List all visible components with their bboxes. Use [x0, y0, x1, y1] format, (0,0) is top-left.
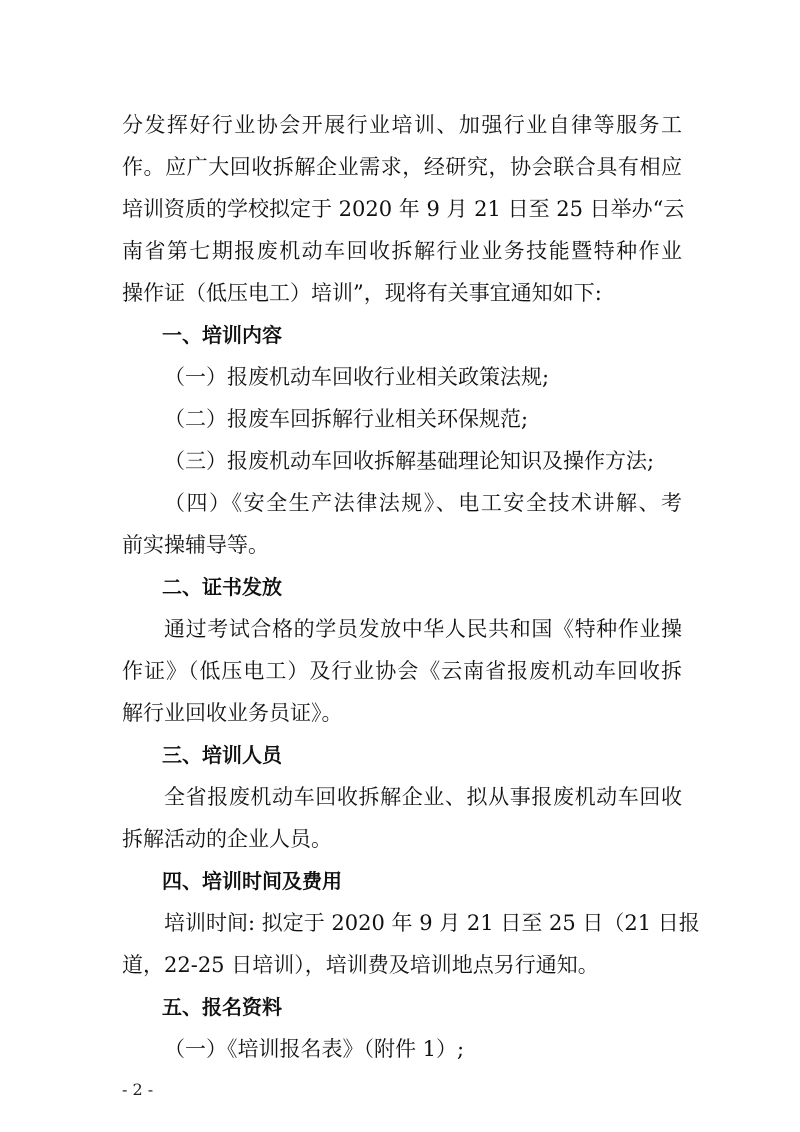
section-heading-training-content: 一、培训内容 [162, 323, 282, 347]
paragraph-line: 作证》（低压电工）及行业协会《云南省报废机动车回收拆 [122, 659, 682, 683]
time-fees-paragraph [122, 902, 700, 986]
intro-line: 操作证（低压电工）培训”，现将有关事宜通知如下: [122, 281, 602, 305]
intro-line: 培训资质的学校拟定于 2020 年 9 月 21 日至 25 日举办“云 [122, 197, 685, 221]
intro-paragraph [122, 104, 685, 314]
certificate-paragraph [122, 608, 682, 734]
paragraph-line: 拆解活动的企业人员。 [122, 827, 332, 851]
section-heading-certificate: 二、证书发放 [162, 575, 282, 599]
document-body [122, 104, 700, 1070]
list-item: （一）报废机动车回收行业相关政策法规; [164, 365, 550, 389]
paragraph-line: 解行业回收业务员证》。 [122, 701, 343, 725]
section-heading-trainees: 三、培训人员 [162, 743, 282, 767]
section-heading-time-and-fees: 四、培训时间及费用 [162, 869, 342, 893]
paragraph-line: 道，22-25 日培训），培训费及培训地点另行通知。 [122, 953, 599, 977]
intro-line: 南省第七期报废机动车回收拆解行业业务技能暨特种作业 [122, 239, 682, 263]
intro-line: 分发挥好行业协会开展行业培训、加强行业自律等服务工 [122, 113, 682, 137]
page-number: - 2 - [122, 1080, 154, 1099]
list-item [122, 482, 682, 566]
paragraph-line: 培训时间: 拟定于 2020 年 9 月 21 日至 25 日（21 日报 [164, 911, 700, 935]
list-item: （二）报废车回拆解行业相关环保规范; [164, 407, 529, 431]
section-heading-registration: 五、报名资料 [162, 995, 282, 1019]
intro-line: 作。应广大回收拆解企业需求，经研究，协会联合具有相应 [122, 155, 682, 179]
list-item: （一）《培训报名表》（附件 1）; [164, 1037, 465, 1061]
paragraph-line: 通过考试合格的学员发放中华人民共和国《特种作业操 [164, 617, 682, 641]
list-item-line: 前实操辅导等。 [122, 533, 269, 557]
list-item-line: （四）《安全生产法律法规》、电工安全技术讲解、考 [164, 491, 682, 515]
paragraph-line: 全省报废机动车回收拆解企业、拟从事报废机动车回收 [164, 785, 682, 809]
list-item: （三）报废机动车回收拆解基础理论知识及操作方法; [164, 449, 655, 473]
trainees-paragraph [122, 776, 682, 860]
